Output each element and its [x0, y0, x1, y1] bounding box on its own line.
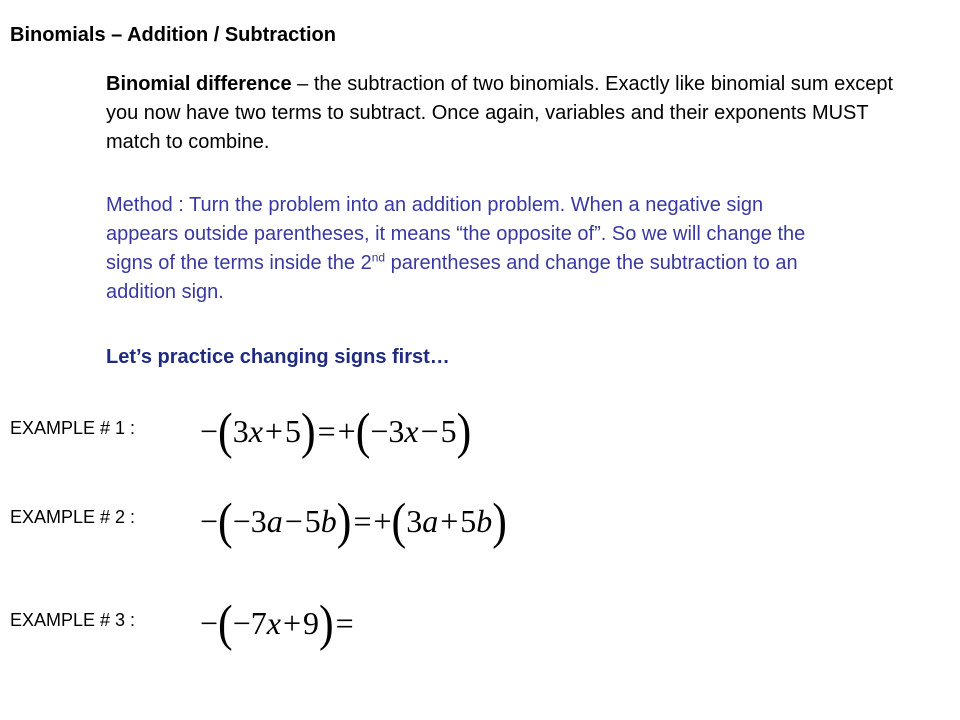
rhs-term1-var: x: [404, 413, 419, 449]
right-paren: ): [300, 403, 316, 460]
rhs-operator: −: [420, 413, 439, 449]
example-2-equation: [200, 493, 507, 550]
left-paren: (: [391, 493, 407, 550]
equals-sign: =: [317, 413, 336, 449]
rhs-term1-coef: −3: [370, 413, 405, 449]
lhs-term1-coef: 3: [232, 413, 249, 449]
right-paren: ): [456, 403, 472, 460]
lhs-term1-coef: −3: [232, 503, 267, 539]
lhs-operator: +: [264, 413, 283, 449]
example-1-equation: [200, 403, 472, 460]
lhs-sign: −: [200, 413, 219, 449]
rhs-sign: +: [373, 503, 392, 539]
rhs-term2-coef: 5: [440, 413, 457, 449]
lhs-term2-coef: 5: [284, 413, 301, 449]
lhs-term1-coef: −7: [232, 605, 267, 641]
lhs-term2-coef: 5: [304, 503, 321, 539]
lhs-operator: +: [282, 605, 301, 641]
rhs-term2-coef: 5: [460, 503, 477, 539]
example-2-label: EXAMPLE # 2 :: [10, 507, 136, 527]
lhs-term1-var: x: [266, 605, 281, 641]
rhs-sign: +: [337, 413, 356, 449]
equals-sign: =: [353, 503, 372, 539]
lhs-operator: −: [284, 503, 303, 539]
method-superscript: nd: [371, 250, 386, 265]
lhs-sign: −: [200, 503, 219, 539]
method-text-1: Method : Turn the problem into an addition problem. When a negative sign appears outside parentheses, it means “the opposite of”. So we will change the signs of the terms inside the 2: [106, 194, 806, 274]
lhs-term1-var: a: [266, 503, 283, 539]
rhs-term2-var: b: [476, 503, 493, 539]
right-paren: ): [319, 595, 334, 652]
lhs-term1-var: x: [248, 413, 263, 449]
right-paren: ): [492, 493, 507, 550]
example-1-label: EXAMPLE # 1 :: [10, 418, 136, 438]
slide-title: Binomials – Addition / Subtraction: [10, 24, 336, 46]
method-text-2: parentheses and change the subtraction to an addition sign.: [106, 252, 798, 303]
definition-text: – the subtraction of two binomials. Exactly like binomial sum except you now have two terms to subtract. Once again, variables and their exponents MUST match to combine.: [106, 73, 893, 153]
left-paren: (: [218, 403, 233, 460]
practice-heading: Let’s practice changing signs first…: [106, 346, 450, 368]
left-paren: (: [218, 493, 233, 550]
lhs-sign: −: [200, 605, 219, 641]
lhs-term2-coef: 9: [303, 605, 319, 641]
rhs-operator: +: [440, 503, 459, 539]
equals-sign: =: [335, 605, 354, 641]
right-paren: ): [336, 493, 352, 550]
left-paren: (: [355, 403, 371, 460]
lhs-term2-var: b: [320, 503, 337, 539]
example-3-equation: [200, 595, 356, 652]
left-paren: (: [218, 595, 233, 652]
rhs-term1-coef: 3: [406, 503, 423, 539]
method-paragraph: [106, 191, 806, 307]
definition-paragraph: [106, 70, 926, 157]
example-3-label: EXAMPLE # 3 :: [10, 610, 136, 630]
rhs-term1-var: a: [422, 503, 439, 539]
definition-term: Binomial difference: [106, 73, 292, 95]
